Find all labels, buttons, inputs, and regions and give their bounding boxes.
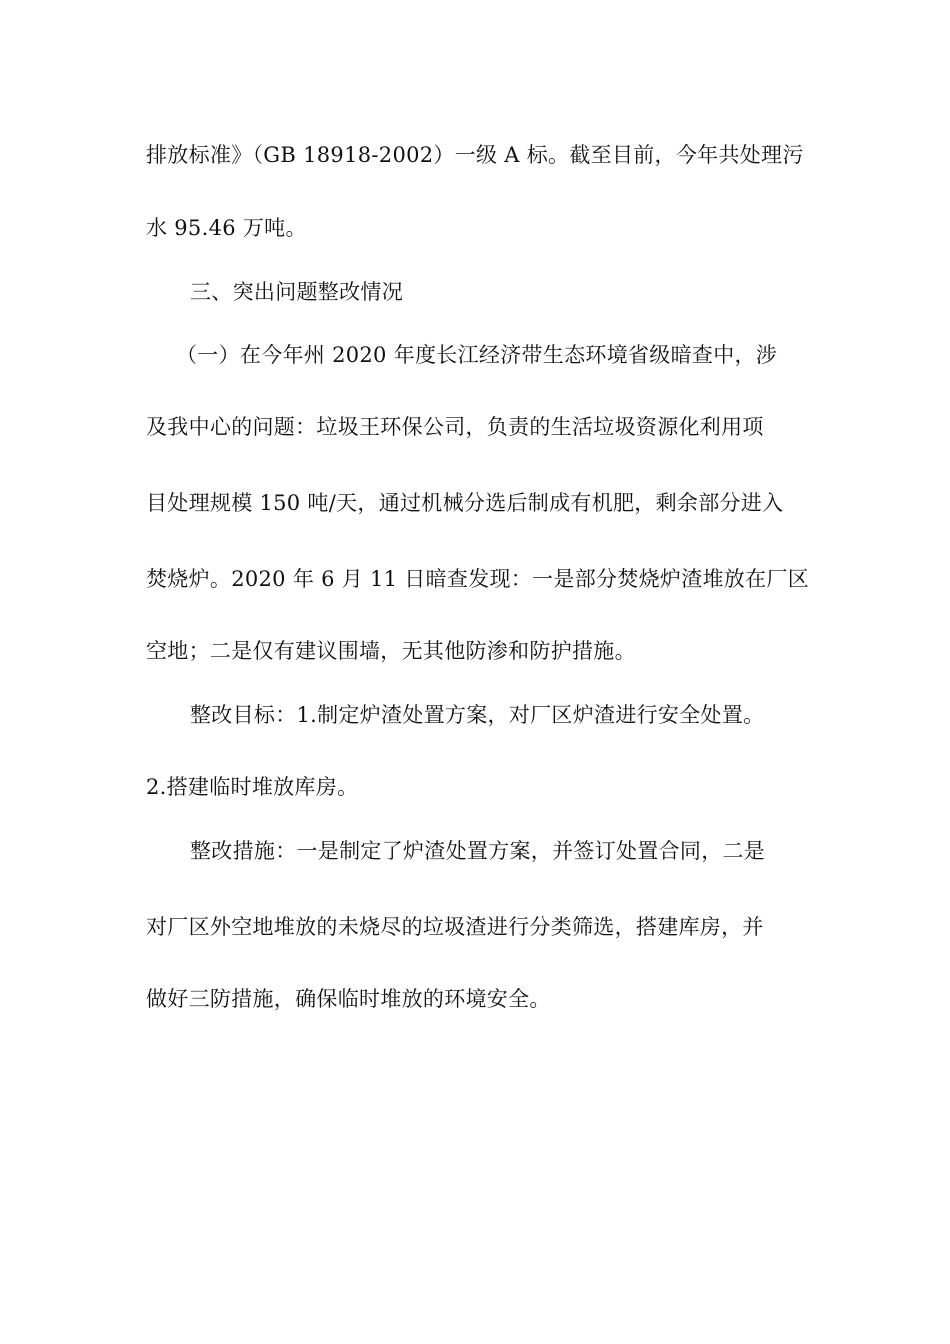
paragraph-line: （一）在今年州 2020 年度长江经济带生态环境省级暗查中，涉 bbox=[176, 343, 778, 367]
paragraph-line: 焚烧炉。2020 年 6 月 11 日暗查发现：一是部分焚烧炉渣堆放在厂区 bbox=[146, 567, 809, 591]
paragraph-line: 2.搭建临时堆放库房。 bbox=[146, 775, 359, 799]
section-heading: 三、突出问题整改情况 bbox=[190, 280, 403, 304]
paragraph-line: 对厂区外空地堆放的未烧尽的垃圾渣进行分类筛选，搭建库房，并 bbox=[146, 915, 764, 939]
paragraph-line: 空地；二是仅有建议围墙，无其他防渗和防护措施。 bbox=[146, 639, 636, 663]
paragraph-line: 做好三防措施，确保临时堆放的环境安全。 bbox=[146, 987, 551, 1011]
paragraph-line: 整改措施：一是制定了炉渣处置方案，并签订处置合同，二是 bbox=[190, 839, 766, 863]
paragraph-line: 排放标准》（GB 18918-2002）一级 A 标。截至目前，今年共处理污 bbox=[146, 143, 804, 167]
paragraph-line: 及我中心的问题：垃圾王环保公司，负责的生活垃圾资源化利用项 bbox=[146, 415, 764, 439]
paragraph-line: 水 95.46 万吨。 bbox=[146, 216, 307, 240]
paragraph-line: 整改目标：1.制定炉渣处置方案，对厂区炉渣进行安全处置。 bbox=[190, 703, 765, 727]
paragraph-line: 目处理规模 150 吨/天，通过机械分选后制成有机肥，剩余部分进入 bbox=[146, 491, 784, 515]
